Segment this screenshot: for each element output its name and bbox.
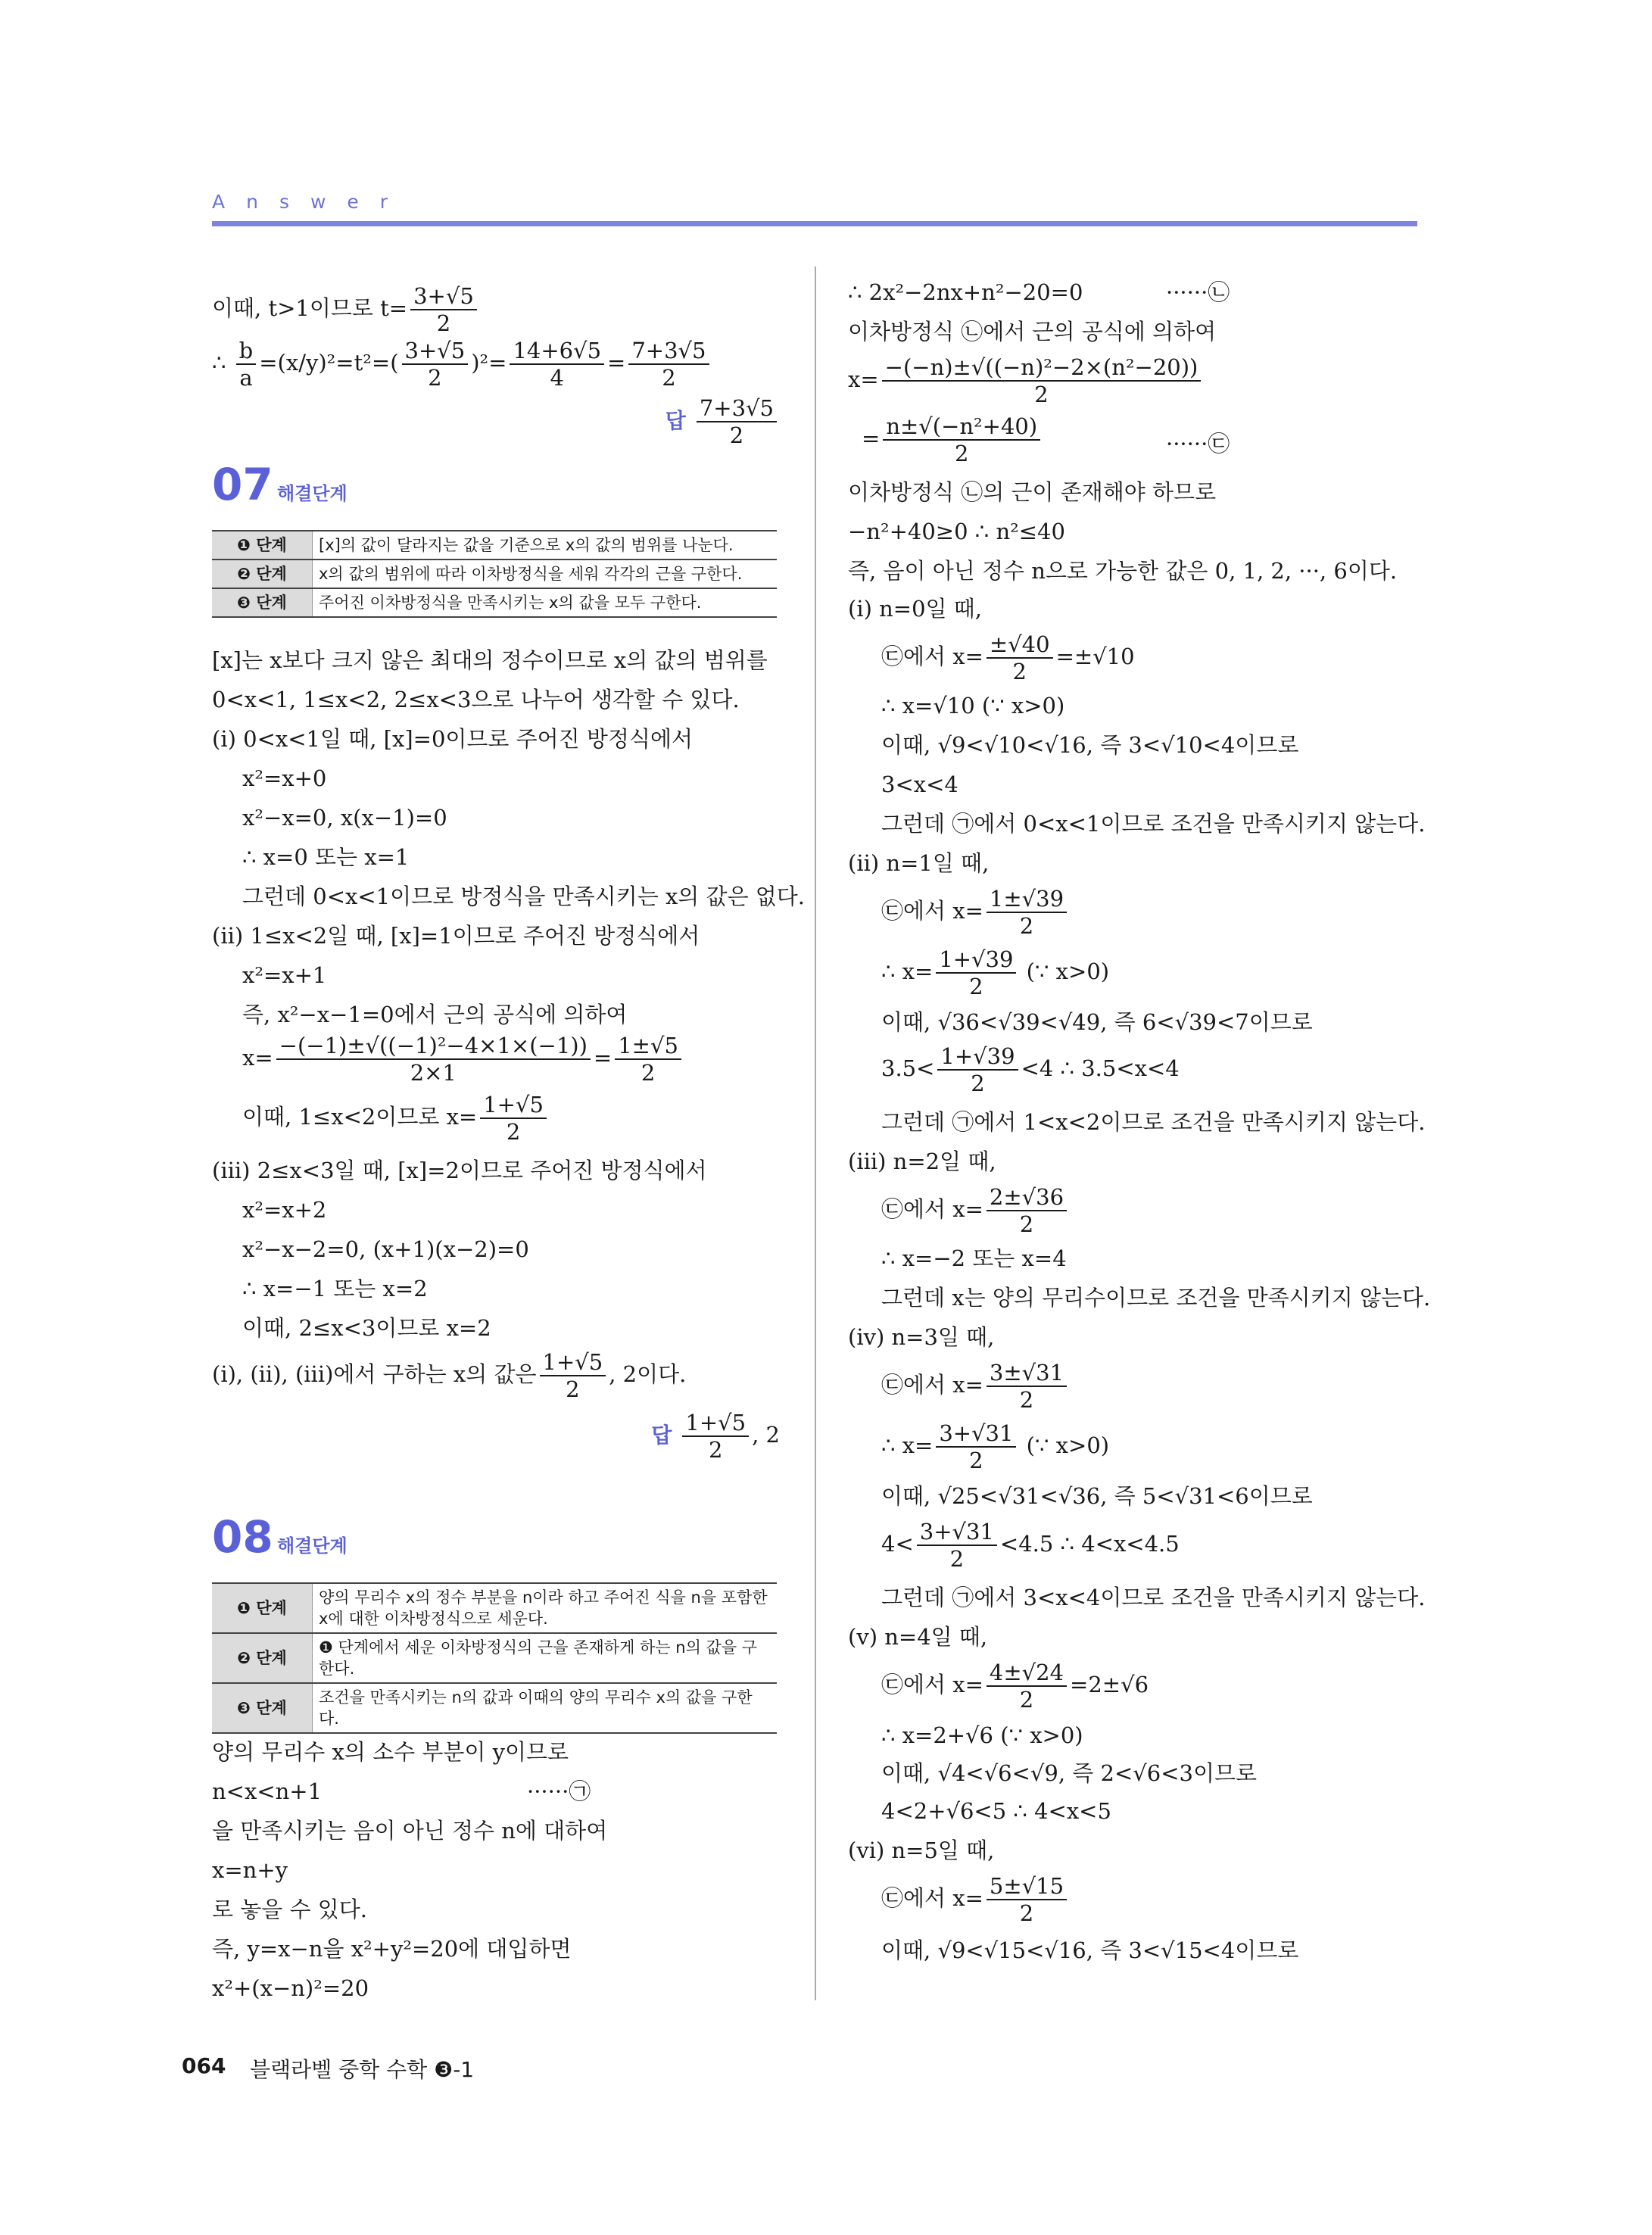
- case-range: 3.5< $\frac{1+√39}{2}$ <4 ∴ 3.5<x<4: [881, 1043, 1180, 1096]
- step-row: ❷ 단계 ❶ 단계에서 세운 이차방정식의 근을 존재하게 하는 n의 값을 구한다.: [212, 1633, 777, 1683]
- text-line: 0<x<1, 1≤x<2, 2≤x<3으로 나누어 생각할 수 있다.: [212, 687, 740, 712]
- case-root: ㉢에서 x= $\frac{1\pm√39}{2}$: [881, 886, 1070, 939]
- text-line: x²−x−2=0, (x+1)(x−2)=0: [242, 1236, 529, 1262]
- eq-b-over-a: ∴ $\frac{b}{a}$ =(x/y)²=t²=( $\frac{3+√5}{2}$ )²= $\frac{14+6√5}{4}$ = $\frac{7+3√5}{2}$: [212, 338, 712, 391]
- text-line: 을 만족시키는 음이 아닌 정수 n에 대하여: [212, 1818, 608, 1844]
- text-line: [x]는 x보다 크지 않은 최대의 정수이므로 x의 값의 범위를: [212, 647, 768, 673]
- text-line: 이차방정식 ㉡의 근이 존재해야 하므로: [848, 479, 1217, 505]
- column-divider: [815, 267, 816, 2000]
- eq-root-select: 이때, 1≤x<2이므로 x= $\frac{1+√5}{2}$: [242, 1092, 550, 1145]
- eq-general-root: x= $\frac{\text{−(−n)±√((−n)²−2×(n²−20))}}{2}$: [848, 354, 1204, 407]
- text-line: 그런데 ㉠에서 1<x<2이므로 조건을 만족시키지 않는다.: [881, 1109, 1426, 1135]
- header-rule: [212, 221, 1417, 226]
- text-line: n<x<n+1 ······㉠: [212, 1776, 322, 1806]
- text-line: 양의 무리수 x의 소수 부분이 y이므로: [212, 1739, 569, 1765]
- step-row: ❸ 단계 주어진 이차방정식을 만족시키는 x의 값을 모두 구한다.: [212, 588, 777, 617]
- text-line: x²=x+1: [242, 962, 327, 988]
- section-title-08: 해결단계: [277, 1535, 348, 1557]
- text-line: ∴ 2x²−2nx+n²−20=0 ······㉡: [848, 277, 1083, 307]
- step-row: ❶ 단계 양의 무리수 x의 정수 부분을 n이라 하고 주어진 식을 n을 포함한 x에 대한 이차방정식으로 세운다.: [212, 1583, 777, 1633]
- book-title: 블랙라벨 중학 수학 ❸-1: [250, 2057, 475, 2082]
- case-head: (i) n=0일 때,: [848, 596, 983, 622]
- steps-table-08: [212, 1582, 777, 1734]
- text-line: x²=x+2: [242, 1197, 327, 1223]
- text-line: 즉, y=x−n을 x²+y²=20에 대입하면: [212, 1936, 572, 1962]
- text-line: ∴ x=−2 또는 x=4: [881, 1245, 1067, 1271]
- text-line: x²=x+0: [242, 765, 327, 791]
- text-line: 그런데 ㉠에서 3<x<4이므로 조건을 만족시키지 않는다.: [881, 1585, 1426, 1610]
- text-line: 그런데 ㉠에서 0<x<1이므로 조건을 만족시키지 않는다.: [881, 811, 1426, 837]
- eq-t-value: 이때, t>1이므로 t= $\frac{3+√5}{2}$: [212, 283, 480, 336]
- text-line: x²−x=0, x(x−1)=0: [242, 805, 447, 831]
- marker-3: ······㉢: [1166, 431, 1230, 457]
- case-head: (v) n=4일 때,: [848, 1624, 988, 1650]
- text-line: 이차방정식 ㉡에서 근의 공식에 의하여: [848, 319, 1217, 344]
- text-line: 그런데 x는 양의 무리수이므로 조건을 만족시키지 않는다.: [881, 1285, 1431, 1311]
- section-title-07: 해결단계: [277, 483, 348, 504]
- text-line: ∴ x=2+√6 (∵ x>0): [881, 1722, 1083, 1748]
- case-root: ㉢에서 x= $\frac{3\pm√31}{2}$: [881, 1360, 1070, 1413]
- text-line: 로 놓을 수 있다.: [212, 1897, 367, 1922]
- text-line: 4<2+√6<5 ∴ 4<x<5: [881, 1798, 1111, 1824]
- text-line: 이때, √36<√39<√49, 즉 6<√39<7이므로: [881, 1009, 1313, 1035]
- case-positive-root: ∴ x= $\frac{1+√39}{2}$ (∵ x>0): [881, 946, 1110, 999]
- case-head: (ii) n=1일 때,: [848, 850, 990, 876]
- section-number-08: 08: [212, 1511, 273, 1563]
- text-line: (ii) 1≤x<2일 때, [x]=1이므로 주어진 방정식에서: [212, 923, 700, 949]
- text-line: 그런데 0<x<1이므로 방정식을 만족시키는 x의 값은 없다.: [242, 884, 806, 909]
- page-number: 064: [182, 2053, 226, 2078]
- conclusion-07: (i), (ii), (iii)에서 구하는 x의 값은 $\frac{1+√5}{2}$ , 2이다.: [212, 1349, 687, 1402]
- text-line: ∴ x=√10 (∵ x>0): [881, 693, 1065, 719]
- text-line: 이때, 2≤x<3이므로 x=2: [242, 1315, 491, 1341]
- case-root: ㉢에서 x= $\frac{4\pm√24}{2}$ =2±√6: [881, 1660, 1149, 1713]
- answer-07: 답 $\frac{1+√5}{2}$ , 2: [651, 1410, 780, 1463]
- text-line: −n²+40≥0 ∴ n²≤40: [848, 519, 1065, 544]
- text-line: ∴ x=−1 또는 x=2: [242, 1276, 428, 1301]
- section-number-07: 07: [212, 459, 273, 510]
- step-row: ❷ 단계 x의 값의 범위에 따라 이차방정식을 세워 각각의 근을 구한다.: [212, 560, 777, 588]
- text-line: x=n+y: [212, 1857, 288, 1883]
- marker-2: ······㉡: [1166, 279, 1230, 305]
- text-line: 3<x<4: [881, 771, 958, 797]
- eq-quadratic-formula: x= $\frac{\text{−(−1)±√((−1)²−4×1×(−1))}}{2\times 1}$ = $\frac{1\pm√5}{2}$: [242, 1033, 684, 1086]
- text-line: 즉, x²−x−1=0에서 근의 공식에 의하여: [242, 1002, 628, 1027]
- text-line: (iii) 2≤x<3일 때, [x]=2이므로 주어진 방정식에서: [212, 1158, 707, 1183]
- case-positive-root: ∴ x= $\frac{3+√31}{2}$ (∵ x>0): [881, 1420, 1110, 1473]
- case-head: (iv) n=3일 때,: [848, 1324, 995, 1350]
- case-range: 4< $\frac{3+√31}{2}$ <4.5 ∴ 4<x<4.5: [881, 1519, 1180, 1572]
- text-line: 즉, 음이 아닌 정수 n으로 가능한 값은 0, 1, 2, ···, 6이다.: [848, 558, 1398, 584]
- step-row: ❸ 단계 조건을 만족시키는 n의 값과 이때의 양의 무리수 x의 값을 구한다.: [212, 1683, 777, 1733]
- step-row: ❶ 단계 [x]의 값이 달라지는 값을 기준으로 x의 값의 범위를 나눈다.: [212, 531, 777, 560]
- text-line: x²+(x−n)²=20: [212, 1975, 369, 2001]
- case-root: ㉢에서 x= $\frac{2\pm√36}{2}$: [881, 1184, 1070, 1237]
- case-head: (vi) n=5일 때,: [848, 1838, 995, 1863]
- text-line: 이때, √25<√31<√36, 즉 5<√31<6이므로: [881, 1483, 1313, 1509]
- eq-simplified-root: = $\frac{\text{n±√(−n²+40)}}{2}$ ······㉢: [862, 413, 1230, 466]
- case-root: ㉢에서 x= $\frac{5\pm√15}{2}$: [881, 1873, 1070, 1926]
- case-head: (iii) n=2일 때,: [848, 1149, 996, 1174]
- text-line: 이때, √9<√15<√16, 즉 3<√15<4이므로: [881, 1937, 1299, 1963]
- text-line: (i) 0<x<1일 때, [x]=0이므로 주어진 방정식에서: [212, 726, 693, 752]
- steps-table-07: [212, 530, 777, 618]
- answer-06: 답 $\frac{7+3√5}{2}$: [665, 395, 780, 448]
- marker-1: ······㉠: [527, 1778, 591, 1804]
- header-label: Answer: [212, 191, 410, 213]
- text-line: 이때, √4<√6<√9, 즉 2<√6<3이므로: [881, 1760, 1257, 1786]
- case-root: ㉢에서 x= $\frac{\pm√40}{2}$ =±√10: [881, 631, 1135, 684]
- text-line: 이때, √9<√10<√16, 즉 3<√10<4이므로: [881, 732, 1299, 758]
- text-line: ∴ x=0 또는 x=1: [242, 844, 410, 870]
